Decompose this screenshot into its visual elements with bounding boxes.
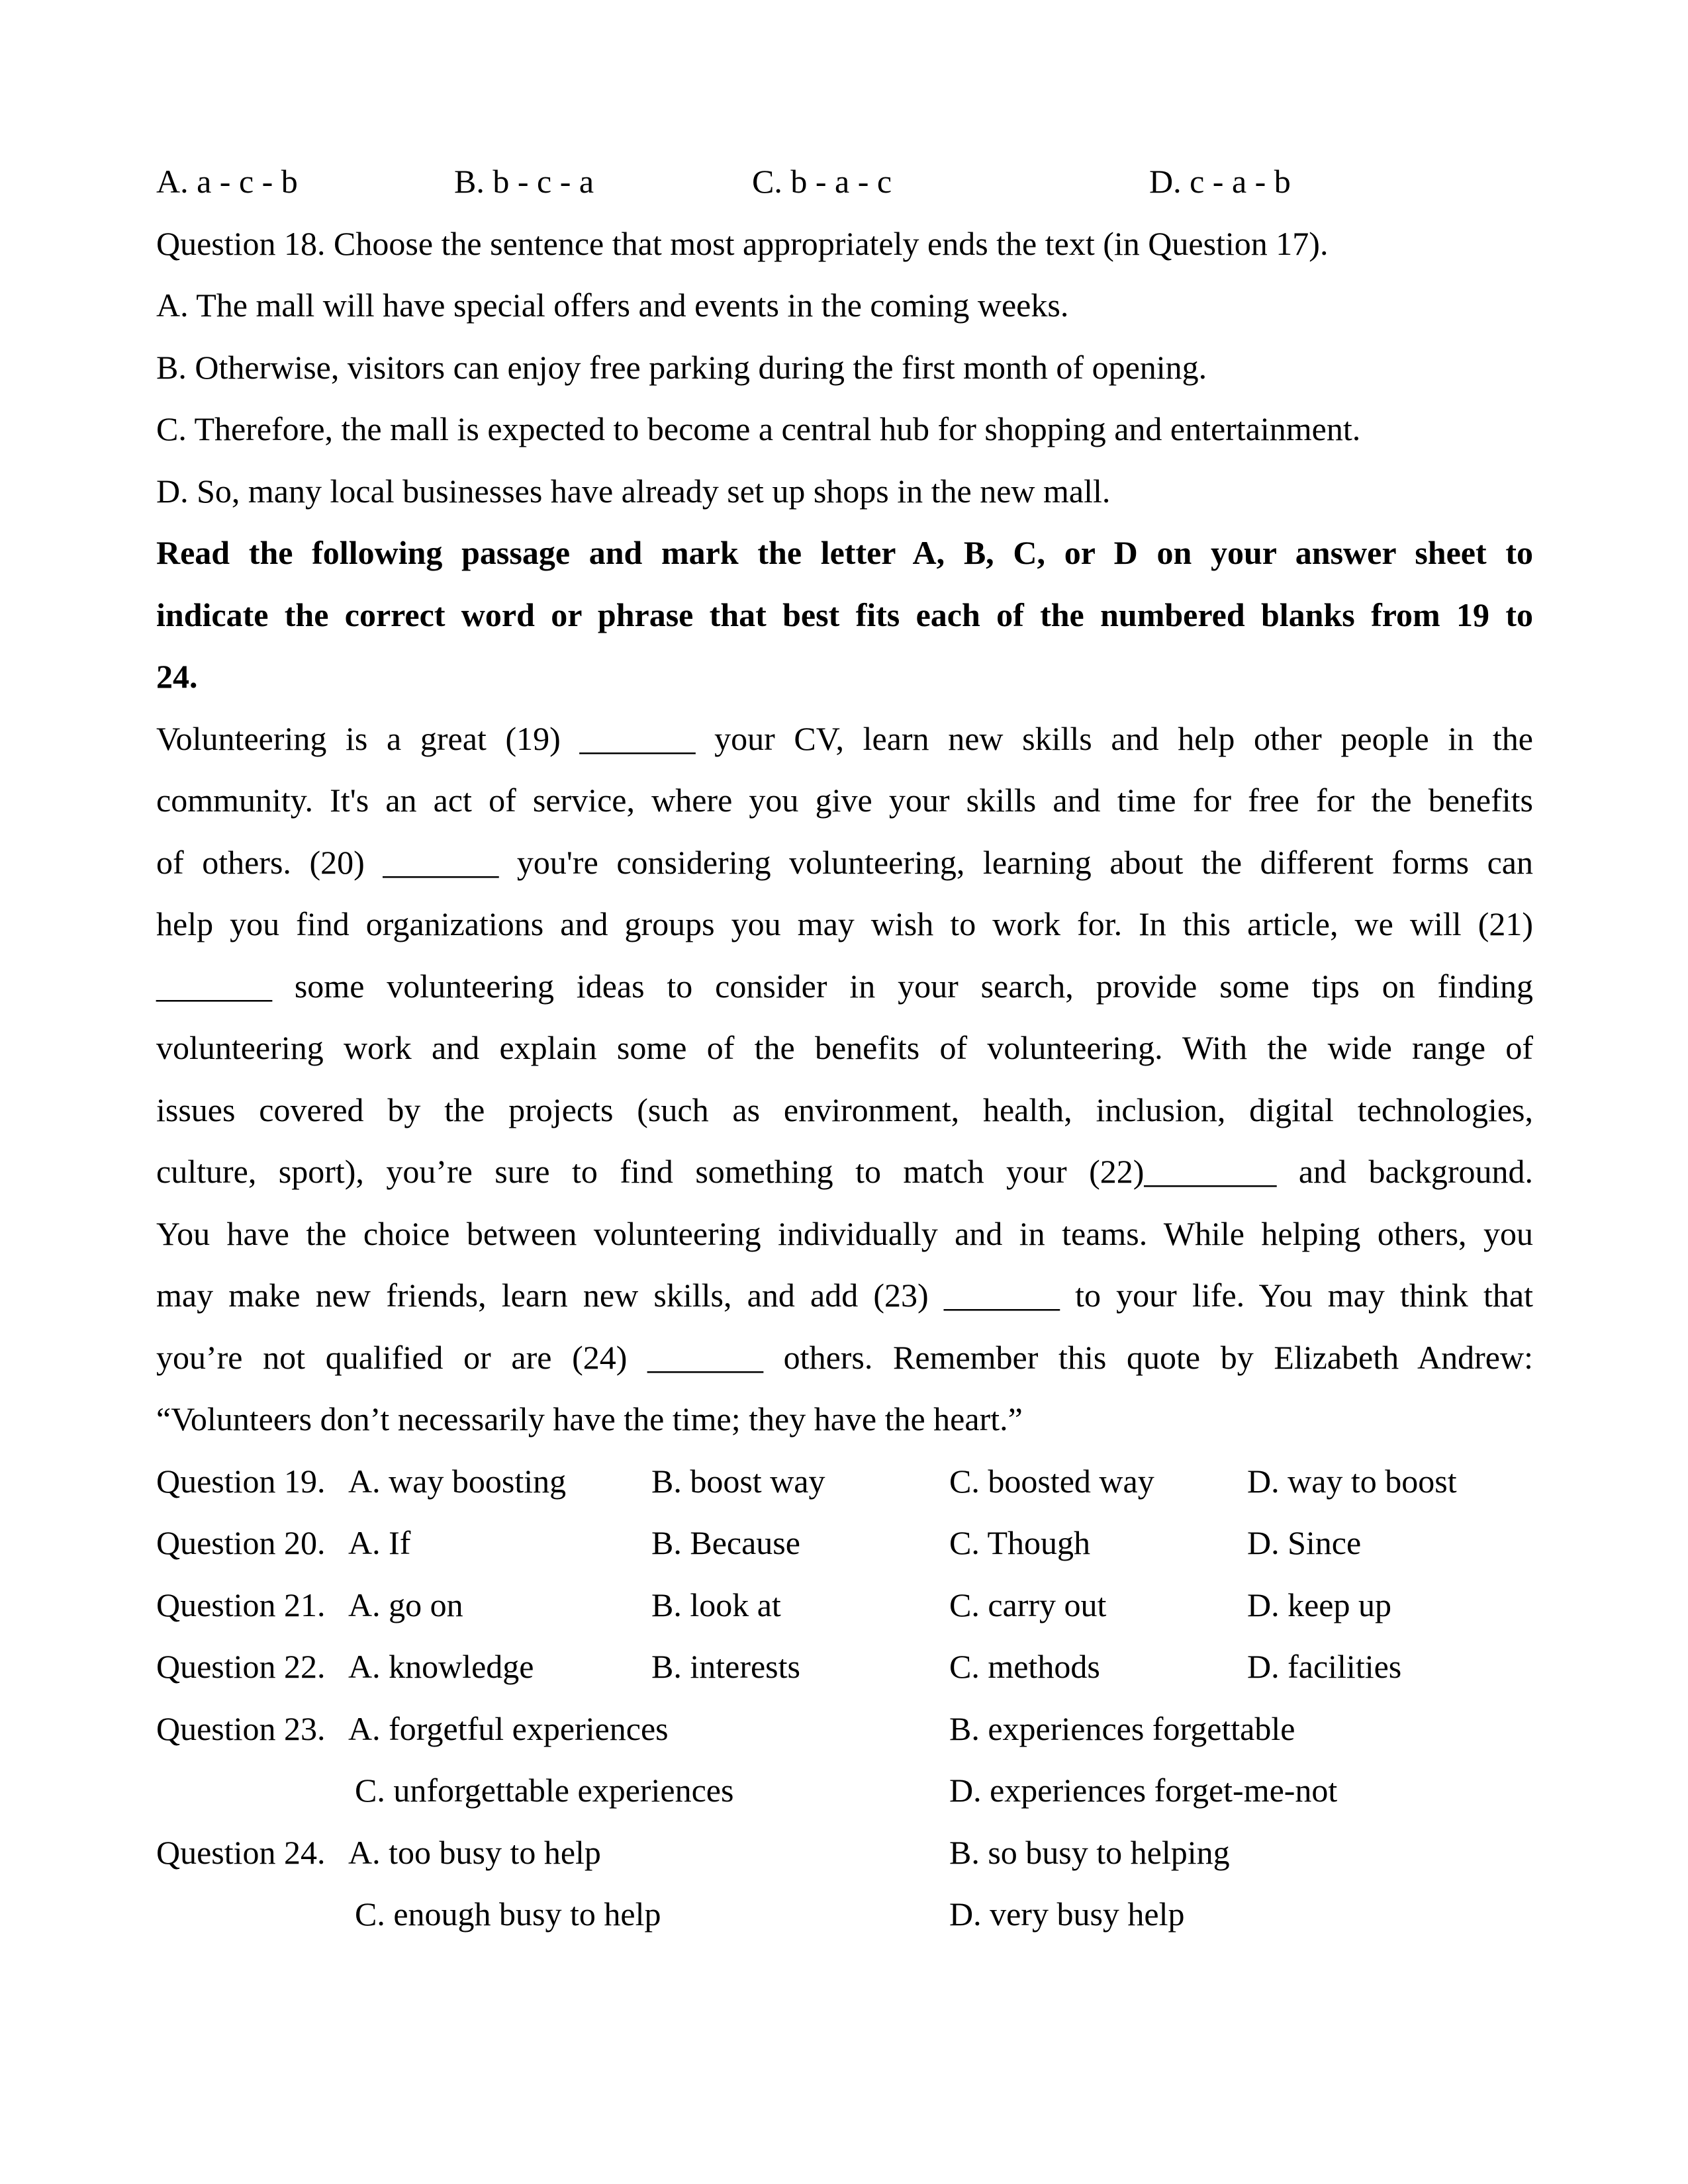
option-c: C. enough busy to help	[355, 1895, 661, 1933]
instruction	[156, 522, 1533, 708]
instruction-line: indicate the correct word or phrase that best fits each of the numbered blanks from 19 to	[156, 596, 1533, 633]
option-d: D. very busy help	[949, 1895, 1185, 1933]
question-23	[156, 1698, 1533, 1760]
q18-option-d: D. So, many local businesses have already set up shops in the new mall.	[156, 472, 1111, 510]
option-a: A. knowledge	[348, 1648, 534, 1685]
option-a: A. go on	[348, 1586, 463, 1623]
option-d: D. facilities	[1247, 1648, 1402, 1685]
q18-option-b: B. Otherwise, visitors can enjoy free parking during the first month of opening.	[156, 348, 1207, 386]
passage-line: help you find organizations and groups you may wish to work for. In this article, we will (21)	[156, 905, 1533, 942]
option-b: B. so busy to helping	[949, 1833, 1230, 1871]
option-b: B. look at	[651, 1586, 781, 1623]
q17-option-d: D. c - a - b	[1149, 163, 1291, 200]
exam-page	[156, 151, 1533, 1946]
question-22	[156, 1636, 1533, 1698]
q17-option-c: C. b - a - c	[752, 163, 892, 200]
passage-line: may make new friends, learn new skills, and add (23) _______ to your life. You may think that	[156, 1277, 1533, 1314]
option-c: C. methods	[949, 1648, 1100, 1685]
question-20	[156, 1512, 1533, 1574]
question-23-cont	[156, 1760, 1533, 1822]
question-label: Question 23.	[156, 1709, 326, 1747]
question-24	[156, 1822, 1533, 1884]
question-label: Question 20.	[156, 1524, 326, 1561]
option-a: A. way boosting	[348, 1462, 567, 1500]
q18-option-a: A. The mall will have special offers and events in the coming weeks.	[156, 287, 1069, 324]
q17-option-a: A. a - c - b	[156, 163, 298, 200]
q18-stem: Question 18. Choose the sentence that most appropriately ends the text (in Question 17).	[156, 224, 1329, 262]
option-b: B. interests	[651, 1648, 800, 1685]
instruction-line: Read the following passage and mark the letter A, B, C, or D on your answer sheet to	[156, 534, 1533, 571]
question-label: Question 19.	[156, 1462, 326, 1500]
passage-line: community. It's an act of service, where you give your skills and time for free for the benefits	[156, 782, 1533, 819]
passage-line: volunteering work and explain some of the benefits of volunteering. With the wide range of	[156, 1029, 1533, 1066]
option-d: D. Since	[1247, 1524, 1362, 1561]
option-c: C. unforgettable experiences	[355, 1772, 734, 1809]
q17-options-row	[156, 151, 1533, 213]
option-d: D. keep up	[1247, 1586, 1391, 1623]
option-a: A. If	[348, 1524, 411, 1561]
passage-line: issues covered by the projects (such as environment, health, inclusion, digital technologies,	[156, 1091, 1533, 1128]
option-c: C. carry out	[949, 1586, 1107, 1623]
q18-option-c: C. Therefore, the mall is expected to become a central hub for shopping and entertainment.	[156, 410, 1361, 447]
question-21	[156, 1574, 1533, 1637]
option-c: C. Though	[949, 1524, 1090, 1561]
question-label: Question 21.	[156, 1586, 326, 1623]
option-a: A. forgetful experiences	[348, 1709, 669, 1747]
q17-option-b: B. b - c - a	[454, 163, 594, 200]
option-d: D. way to boost	[1247, 1462, 1457, 1500]
passage	[156, 708, 1533, 1451]
passage-line: of others. (20) _______ you're considering volunteering, learning about the different forms can	[156, 843, 1533, 881]
passage-line: culture, sport), you’re sure to find something to match your (22)________ and background.	[156, 1153, 1533, 1190]
question-19	[156, 1451, 1533, 1513]
passage-line: You have the choice between volunteering individually and in teams. While helping others, you	[156, 1214, 1533, 1252]
option-d: D. experiences forget-me-not	[949, 1772, 1338, 1809]
instruction-line: 24.	[156, 658, 198, 695]
question-24-cont	[156, 1884, 1533, 1946]
question-label: Question 22.	[156, 1648, 326, 1685]
option-b: B. experiences forgettable	[949, 1709, 1295, 1747]
option-b: B. Because	[651, 1524, 800, 1561]
passage-line: you’re not qualified or are (24) _______ others. Remember this quote by Elizabeth Andrew:	[156, 1338, 1533, 1376]
passage-line: Volunteering is a great (19) _______ your CV, learn new skills and help other people in the	[156, 719, 1533, 757]
question-label: Question 24.	[156, 1833, 326, 1871]
passage-line: _______ some volunteering ideas to consider in your search, provide some tips on finding	[156, 967, 1533, 1005]
option-b: B. boost way	[651, 1462, 825, 1500]
passage-line: “Volunteers don’t necessarily have the time; they have the heart.”	[156, 1400, 1023, 1437]
option-c: C. boosted way	[949, 1462, 1154, 1500]
option-a: A. too busy to help	[348, 1833, 601, 1871]
